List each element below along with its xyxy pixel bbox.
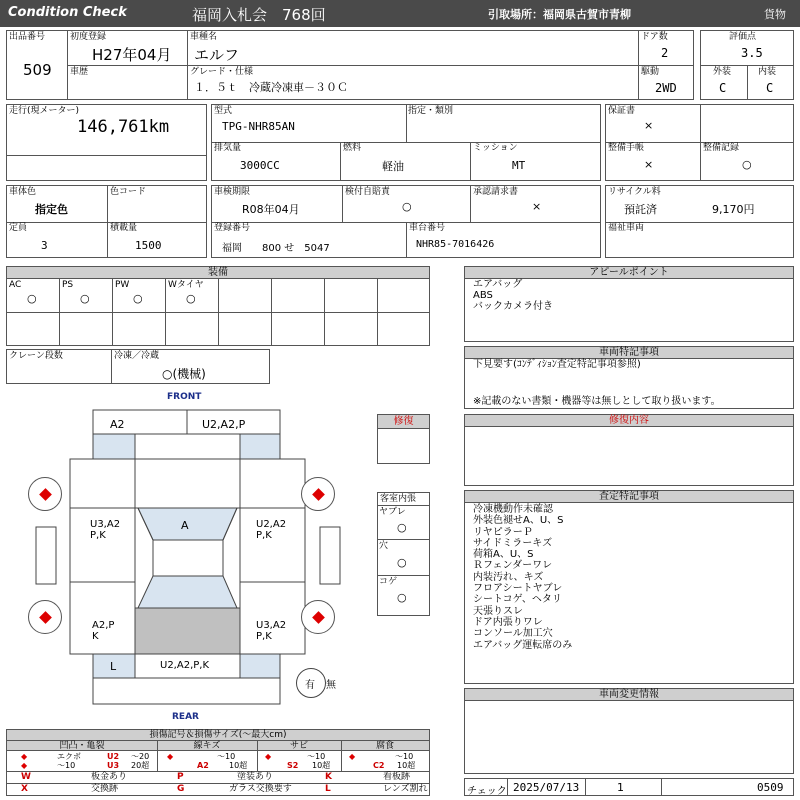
cabin-burn-mark: ○: [397, 591, 407, 604]
lamp-rear-left: [28, 600, 62, 634]
repair-box: 修復: [377, 414, 430, 464]
interior-grade: C: [766, 81, 774, 95]
exterior-grade: C: [719, 81, 727, 95]
lamp-front-left: [28, 477, 62, 511]
displacement: 3000CC: [240, 159, 280, 172]
inspection-expiry: R08年04月: [242, 203, 300, 216]
capacity: 3: [41, 239, 48, 252]
color-box: 車体色 指定色 色コード 定員 3 積載量 1500: [6, 185, 207, 258]
score-box: 評価点 3.5: [700, 30, 794, 66]
reefer-type: ○(機械): [162, 367, 206, 381]
check-code: 0509: [757, 781, 784, 794]
crane-box: クレーン段数: [6, 349, 112, 384]
lot-number: 509: [23, 61, 52, 79]
lamp-front-right: [301, 477, 335, 511]
diag-top-right: U2,A2,P: [202, 418, 246, 431]
pickup-location: 引取場所：福岡県古賀市青柳: [488, 8, 631, 21]
appeal-panel: アピールポイント エアバッグ ABS バックカメラ付き: [464, 266, 794, 342]
equip-ac-mark: ○: [27, 292, 37, 305]
rear-label: REAR: [172, 712, 199, 722]
drive: 2WD: [655, 81, 677, 95]
equip-ps-label: PS: [62, 280, 74, 290]
diag-right-upper-2: P,K: [256, 530, 272, 541]
name-box: 車種名 エルフ: [187, 30, 639, 66]
mileage-box: 走行(現メーター) 146,761km: [6, 104, 207, 181]
diag-right-lower-1: U3,A2: [256, 620, 287, 631]
lot-box: 出品番号 509: [6, 30, 68, 100]
title-left: Condition Check: [8, 5, 127, 20]
check-label: チェック: [467, 786, 507, 797]
legend-scratch-title: 線キズ: [193, 741, 221, 751]
vehicle-name: エルフ: [194, 46, 240, 64]
warranty-box: 保証書 × 整備手帳 × 整備記録 ○: [605, 104, 794, 181]
spec-box: 型式 TPG-NHR85AN 指定・類別 排気量 3000CC 燃料 軽油 ミッション MT: [211, 104, 601, 181]
doors-box: ドア数 2: [638, 30, 694, 66]
recycle-amount: 9,170円: [712, 203, 755, 216]
equip-pw-label: PW: [115, 280, 130, 290]
exterior-box: 外装 C: [700, 65, 748, 100]
score: 3.5: [741, 46, 763, 60]
diag-left-lower-1: A2,P: [92, 620, 115, 631]
fuel: 軽油: [382, 160, 404, 173]
legend-rust-title: サビ: [289, 741, 308, 751]
mileage: 146,761km: [77, 117, 170, 137]
check-num: 1: [617, 781, 624, 794]
cabin-tear-label: ヤブレ: [379, 507, 406, 517]
doors: 2: [661, 46, 669, 60]
model-code: TPG-NHR85AN: [222, 120, 295, 133]
equip-ac-label: AC: [9, 280, 22, 290]
diag-rear-left: L: [110, 660, 117, 673]
appeal-text: エアバッグ ABS バックカメラ付き: [473, 279, 553, 312]
self-insurance: ○: [402, 200, 412, 213]
cabin-hole-label: 穴: [379, 541, 389, 551]
payload: 1500: [135, 239, 162, 252]
first-reg-box: 初度登録 H27年04月: [67, 30, 188, 66]
equip-wtire-label: Wタイヤ: [168, 280, 204, 290]
diag-right-lower-2: P,K: [256, 631, 272, 642]
auction-title: 福岡入札会 768回: [192, 6, 326, 24]
legend-corrosion-title: 腐食: [375, 741, 394, 751]
special-line2: ※記載のない書類・機器等は無しとして取り扱います。: [473, 396, 721, 407]
equip-pw-mark: ○: [133, 292, 143, 305]
grade: １．５ｔ 冷蔵冷凍車－３０Ｃ: [194, 81, 348, 94]
legend-dent-title: 凹凸・亀裂: [59, 741, 105, 751]
cabin-tear-mark: ○: [397, 521, 407, 534]
repair-content-panel: 修復内容: [464, 414, 794, 486]
reefer-box: 冷凍／冷蔵 ○(機械): [111, 349, 270, 384]
inspection-box: 車検期限 R08年04月 検付自賠責 ○ 承認請求書 × 登録番号 福岡 800 せ 5047 車台番号 NHR85-7016426: [211, 185, 601, 258]
recycle-status: 預託済: [624, 203, 657, 216]
assessment-text: 冷凍機動作未確認 外装色褪せA、U、S リヤピラーＰ サイドミラーキズ 荷箱A、U、S Ｒフェンダーワレ 内装汚れ、キズ フロアシートヤブレ シートコゲ、ヘタリ 天張りスレ ドア内張りワレ コンソール加工穴 エアバッグ運転席のみ: [473, 504, 573, 651]
equipment-title: 装備: [7, 267, 429, 279]
diag-left-lower-2: K: [92, 631, 99, 642]
diag-right-upper-1: U2,A2: [256, 519, 287, 530]
diag-center: A: [181, 519, 189, 532]
lamp-rear-right: [301, 600, 335, 634]
diag-left-upper-1: U3,A2: [90, 519, 121, 530]
check-row: [464, 778, 794, 796]
grade-box: グレード・仕様 １．５ｔ 冷蔵冷凍車－３０Ｃ: [187, 65, 639, 100]
check-date: 2025/07/13: [513, 781, 580, 794]
body-color: 指定色: [35, 203, 68, 216]
equip-ps-mark: ○: [80, 292, 90, 305]
cabin-hole-mark: ○: [397, 556, 407, 569]
yes-no-indicator: 有 無: [296, 666, 352, 702]
special-panel: 車両特記事項 下見要す(ｺﾝﾃﾞｨｼｮﾝ査定特記事項参照) ※記載のない書類・機器等は無しとして取り扱います。: [464, 346, 794, 409]
drive-box: 駆動 2WD: [638, 65, 694, 100]
diag-left-upper-2: P,K: [90, 530, 106, 541]
warranty: ×: [644, 119, 654, 132]
cabin-box: 客室内張 ヤブレ ○ 穴 ○ コゲ ○: [377, 492, 430, 616]
diag-rear-center: U2,A2,P,K: [160, 660, 210, 671]
diag-top-left: A2: [110, 418, 125, 431]
vehicle-category: 貨物: [764, 8, 786, 21]
record: ○: [742, 158, 752, 171]
equip-wtire-mark: ○: [186, 292, 196, 305]
manual: ×: [644, 158, 654, 171]
recycle-box: リサイクル料 預託済 9,170円 福祉車両: [605, 185, 794, 258]
mission: MT: [512, 159, 526, 172]
history-box: 車歴: [67, 65, 188, 100]
interior-box: 内装 C: [747, 65, 794, 100]
special-line1: 下見要す(ｺﾝﾃﾞｨｼｮﾝ査定特記事項参照): [473, 359, 641, 370]
first-reg: H27年04月: [92, 46, 172, 64]
chassis-number: NHR85-7016426: [416, 239, 495, 250]
assessment-panel: 査定特記事項 冷凍機動作未確認 外装色褪せA、U、S リヤピラーＰ サイドミラーキズ 荷箱A、U、S Ｒフェンダーワレ 内装汚れ、キズ フロアシートヤブレ シートコゲ、ヘタリ 天張りスレ ドア内張りワレ コンソール加工穴 エアバッグ運転席のみ: [464, 490, 794, 684]
registration-number: 福岡 800 せ 5047: [222, 243, 330, 254]
change-info-panel: 車両変更情報: [464, 688, 794, 774]
damage-legend: 損傷記号＆損傷サイズ(～最大cm) 凹凸・亀裂 線キズ サビ 腐食 ◆ エクボ U2 ～20 ◆ ～10 U3 20超 ◆ ～10 A2 10超 ◆ ～10 S2 10超 ◆ ～10 C2 10超 W 板金あり P 塗装あり K 看板跡 X 交換跡 G ガラス交換要す L レンズ割れ: [6, 729, 430, 796]
cabin-burn-label: コゲ: [379, 577, 398, 587]
approval: ×: [532, 200, 542, 213]
front-label: FRONT: [167, 392, 202, 402]
